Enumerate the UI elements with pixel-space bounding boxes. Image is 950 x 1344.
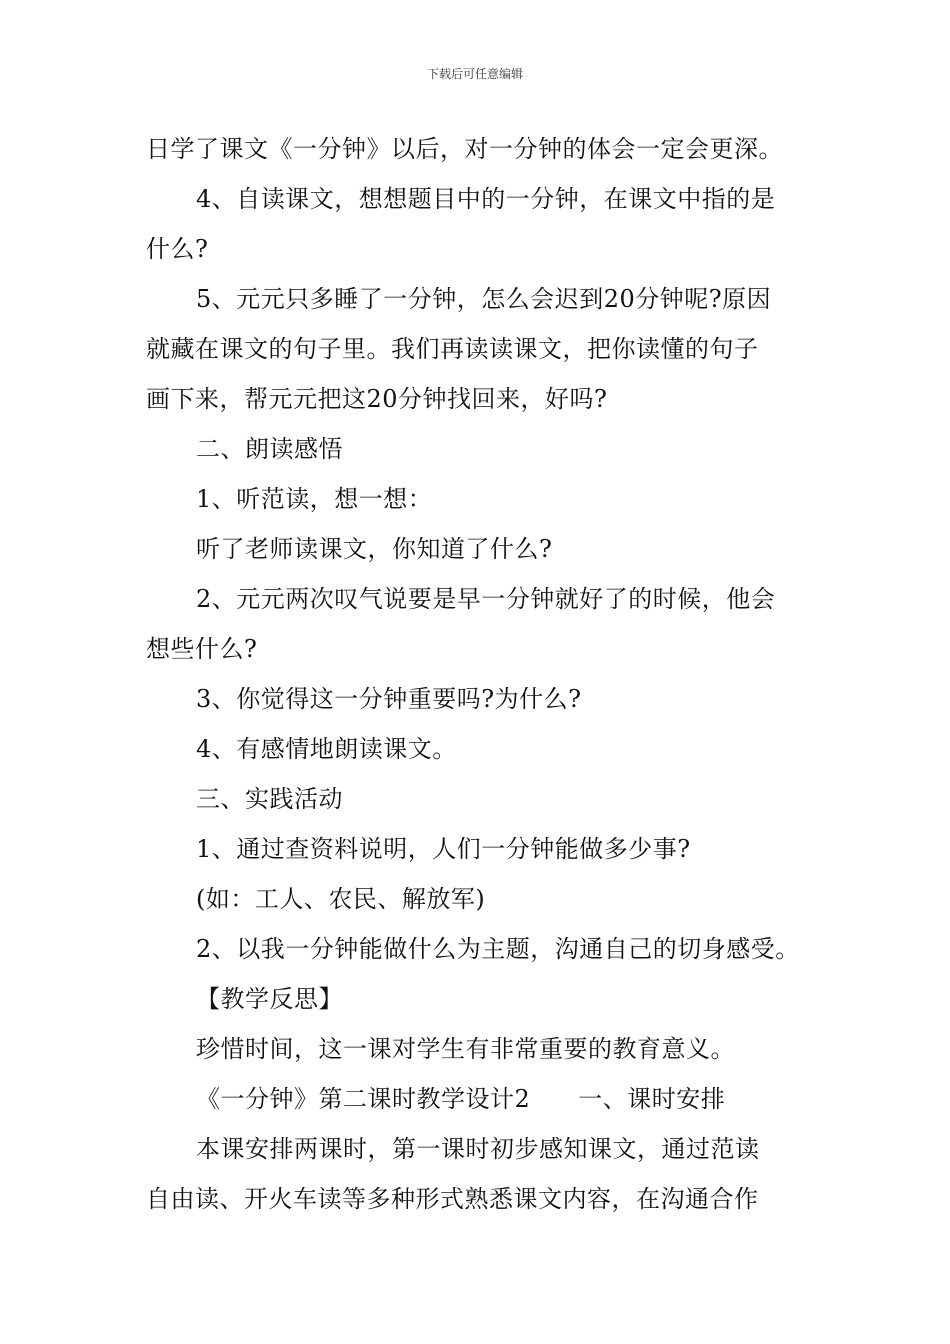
paragraph	[146, 574, 810, 674]
text-line: 就藏在课文的句子里。我们再读读课文，把你读懂的句子	[146, 335, 759, 363]
paragraph	[146, 524, 810, 574]
text-line: 5、元元只多睡了一分钟，怎么会迟到20分钟呢?原因	[196, 285, 772, 313]
text-line: 珍惜时间，这一课对学生有非常重要的教育意义。	[196, 1035, 735, 1063]
text-line: 听了老师读课文，你知道了什么?	[196, 535, 553, 563]
text-line: 2、元元两次叹气说要是早一分钟就好了的时候，他会	[196, 585, 776, 613]
page-header-note: 下载后可任意编辑	[426, 67, 523, 81]
design-title-line	[146, 1074, 810, 1124]
section-heading	[146, 774, 810, 824]
text-line: 三、实践活动	[196, 785, 343, 813]
paragraph	[146, 1124, 810, 1224]
design-title	[146, 1074, 810, 1124]
paragraph	[146, 724, 810, 774]
paragraph	[146, 924, 810, 974]
text-line: 二、朗读感悟	[196, 435, 343, 463]
text-line: 3、你觉得这一分钟重要吗?为什么?	[196, 685, 582, 713]
text-line: 什么?	[146, 235, 209, 263]
paragraph	[146, 674, 810, 724]
text-line: 【教学反思】	[196, 985, 343, 1013]
paragraph	[146, 1024, 810, 1074]
paragraph	[146, 274, 810, 424]
text-line: 本课安排两课时，第一课时初步感知课文，通过范读	[196, 1135, 760, 1163]
design-title-left: 《一分钟》第二课时教学设计2	[196, 1085, 531, 1113]
paragraph	[146, 824, 810, 874]
text-line: 画下来，帮元元把这20分钟找回来，好吗?	[146, 385, 608, 413]
document-body	[146, 124, 810, 1224]
text-line: 想些什么?	[146, 635, 258, 663]
text-line: 4、自读课文，想想题目中的一分钟，在课文中指的是	[196, 185, 776, 213]
paragraph	[146, 874, 810, 924]
text-line: 自由读、开火车读等多种形式熟悉课文内容，在沟通合作	[146, 1185, 759, 1213]
text-line: 4、有感情地朗读课文。	[196, 735, 457, 763]
text-line: 日学了课文《一分钟》以后，对一分钟的体会一定会更深。	[146, 135, 783, 163]
text-line: 1、通过查资料说明，人们一分钟能做多少事?	[196, 835, 691, 863]
text-line: 2、以我一分钟能做什么为主题，沟通自己的切身感受。	[196, 935, 800, 963]
paragraph	[146, 124, 810, 174]
paragraph	[146, 474, 810, 524]
text-line: 1、听范读，想一想：	[196, 485, 433, 513]
section-heading	[146, 974, 810, 1024]
design-title-right: 一、课时安排	[578, 1085, 726, 1113]
section-heading	[146, 424, 810, 474]
paragraph	[146, 174, 810, 274]
text-line: (如：工人、农民、解放军)	[196, 885, 486, 913]
